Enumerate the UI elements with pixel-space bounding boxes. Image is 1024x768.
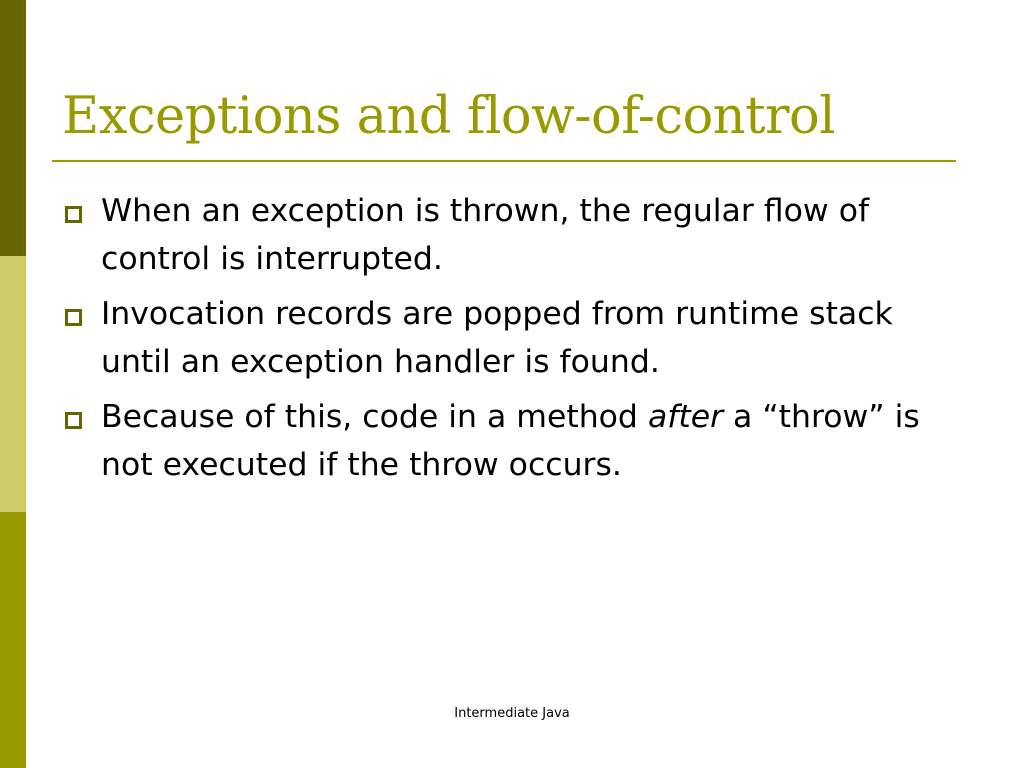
bullet-text: When an exception is thrown, the regular flow of control is interrupted. [101,193,870,277]
bullet-text: Because of this, code in a method [101,399,648,435]
hollow-square-bullet-icon [65,206,82,223]
side-color-bar [0,0,26,768]
bullet-item [62,188,972,283]
bullet-text-emphasis: after [647,399,724,435]
hollow-square-bullet-icon [65,309,82,326]
side-bar-bottom-segment [0,512,26,768]
hollow-square-bullet-icon [65,412,82,429]
bullet-item [62,291,972,386]
title-divider [52,160,956,162]
slide-title: Exceptions and flow-of-control [62,87,836,146]
bullet-text: Invocation records are popped from runtime stack until an exception handler is found. [101,296,893,380]
side-bar-middle-segment [0,256,26,512]
bullet-text: a “throw” is not executed if the throw occurs. [101,399,920,483]
slide-footer: Intermediate Java [454,706,570,721]
bullet-item [62,394,972,489]
bullet-list [62,188,972,497]
side-bar-top-segment [0,0,26,256]
